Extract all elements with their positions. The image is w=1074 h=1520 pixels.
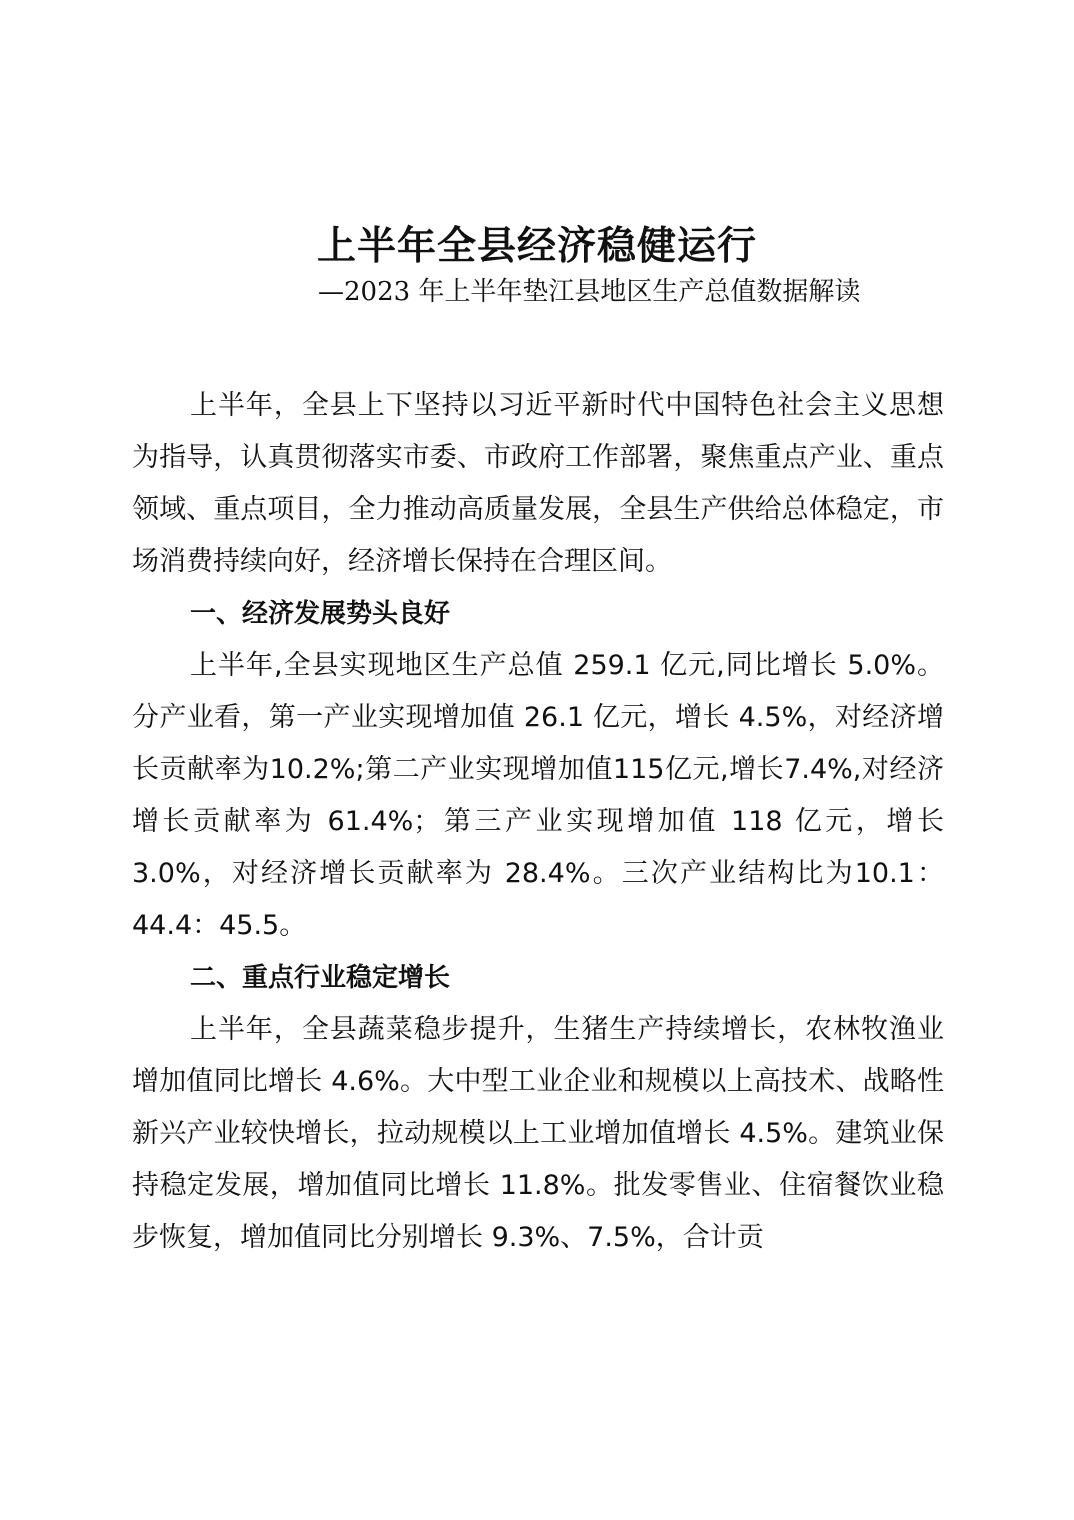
intro-paragraph: 上半年，全县上下坚持以习近平新时代中国特色社会主义思想为指导，认真贯彻落实市委、市政府工作部署，聚焦重点产业、重点领域、重点项目，全力推动高质量发展，全县生产供给总体稳定，市场消费持续向好，经济增长保持在合理区间。 <box>132 390 944 577</box>
section-paragraph-1: 上半年,全县实现地区生产总值 259.1 亿元,同比增长 5.0%。分产业看，第一产业实现增加值 26.1 亿元，增长 4.5%，对经济增长贡献率为10.2%;第二产业实现增加值115亿元,增长7.4%,对经济增长贡献率为 61.4%；第三产业实现增加值 118 亿元，增长 3.0%，对经济增长贡献率为 28.4%。三次产业结构比为10.1：44.4：45.5。 <box>132 650 944 941</box>
section-paragraph-2: 上半年，全县蔬菜稳步提升，生猪生产持续增长，农林牧渔业增加值同比增长 4.6%。大中型工业企业和规模以上高技术、战略性新兴产业较快增长，拉动规模以上工业增加值增长 4.5%。建筑业保持稳定发展，增加值同比增长 11.8%。批发零售业、住宿餐饮业稳步恢复，增加值同比分别增长 9.3%、7.5%，合计贡 <box>132 1014 944 1253</box>
section-heading-2: 二、重点行业稳定增长 <box>190 963 451 993</box>
section-heading-1: 一、经济发展势头良好 <box>190 599 451 629</box>
document-subtitle: —2023 年上半年垫江县地区生产总值数据解读 <box>318 277 861 307</box>
document-body <box>132 380 944 1264</box>
document-title: 上半年全县经济稳健运行 <box>316 223 757 270</box>
